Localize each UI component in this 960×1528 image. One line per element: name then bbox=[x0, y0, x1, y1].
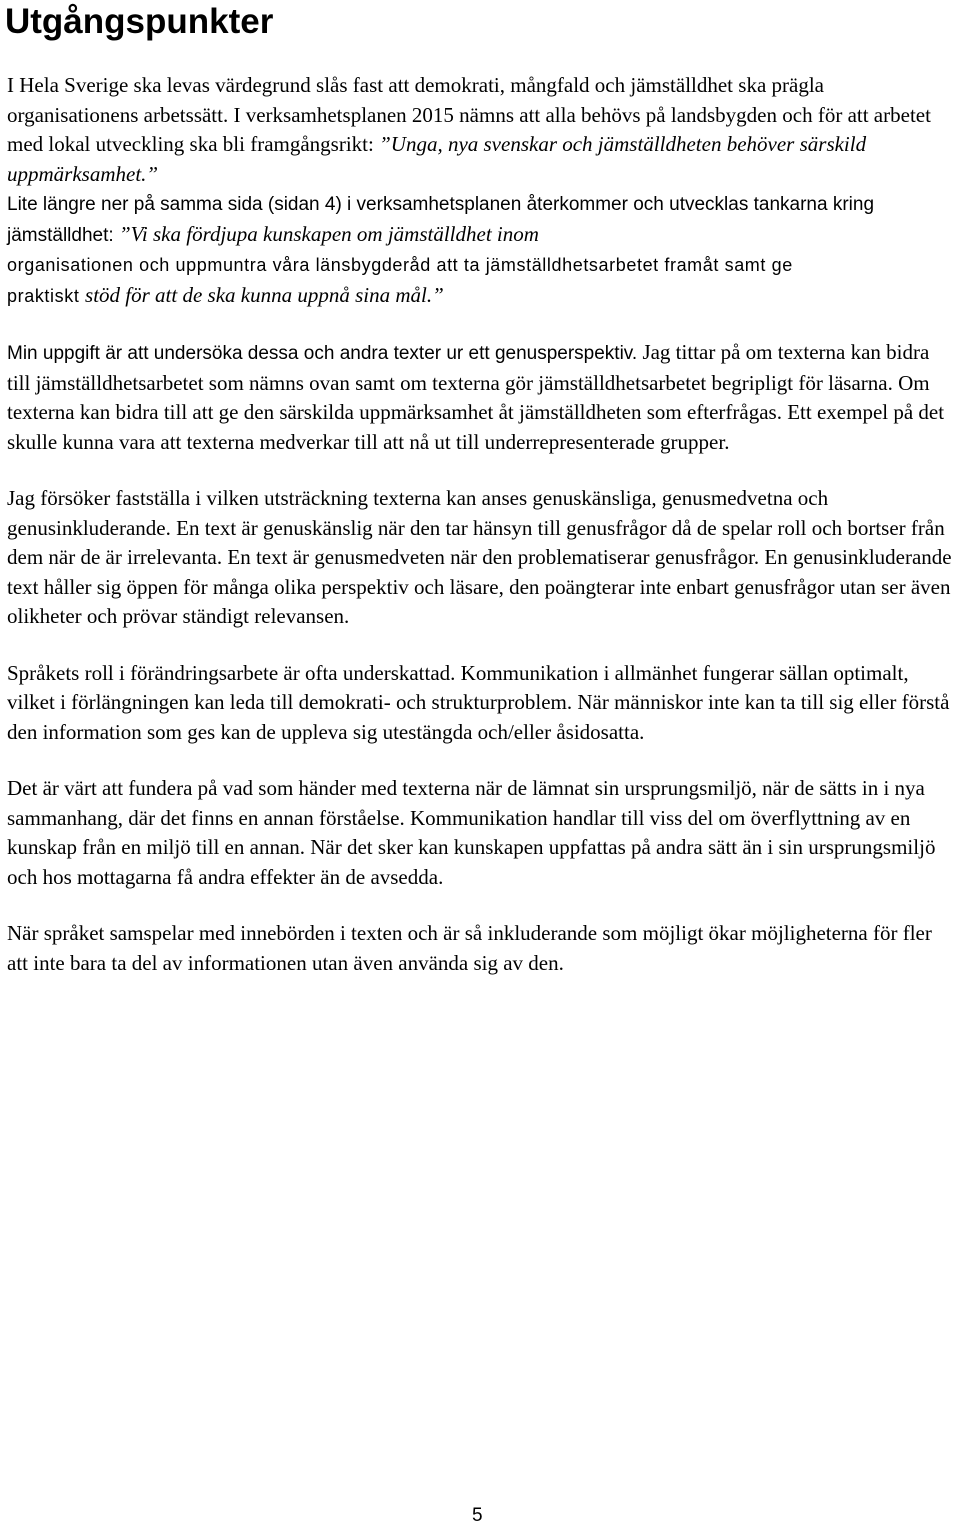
page-number: 5 bbox=[472, 1505, 483, 1526]
uppgift-rest: Jag tittar på om texterna kan bidra till jämställdhetsarbetet som nämns ovan samt om texterna gör jämställdhetsarbetet begripligt för läsarna. Om texterna kan bidra till att ge den särskilda uppmärksamhet åt jämställdheten som efterfrågas. Ett exempel på det skulle kunna vara att texterna medverkar till att nå ut till underrepresenterade grupper. bbox=[7, 340, 945, 454]
paragraph-ursprungsmiljo: Det är värt att fundera på vad som händer med texterna när de lämnat sin ursprungsmiljö, när de sätts in i nya sammanhang, där det finns en annan förståelse. Kommunikation handlar till viss del om överflyttning av en kunskap från en miljö till en annan. När det sker kan kunskapen uppfattas på andra sätt än i sin ursprungsmiljö och hos mottagarna få andra effekter än de avsedda. bbox=[7, 776, 936, 889]
paragraph-genus: Jag försöker fastställa i vilken utsträckning texterna kan anses genuskänsliga, genusmedvetna och genusinkluderande. En text är genuskänslig när den tar hänsyn till genusfrågor då de spelar roll och bortser från dem när de är irrelevanta. En text är genusmedveten när den problematiserar genusfrågor. En genusinkluderande text håller sig öppen för många olika perspektiv och läsare, den poängterar inte enbart genusfrågor utan ser även olikheter och prövar ständigt relevansen. bbox=[7, 486, 952, 628]
paragraph-uppgift bbox=[7, 338, 955, 457]
paragraph-intro bbox=[7, 71, 955, 311]
uppgift-first-sentence: Min uppgift är att undersöka dessa och andra texter ur ett genusperspektiv. bbox=[7, 343, 638, 364]
intro-continuation: Lite längre ner på samma sida (sidan 4) i verksamhetsplanen återkommer och utvecklas tankarna kring jämställdhet: bbox=[7, 194, 875, 246]
page-title: Utgångspunkter bbox=[5, 2, 274, 41]
intro-text: I Hela Sverige ska levas värdegrund slås fast att demokrati, mångfald och jämställdhet ska prägla organisationens arbetssätt. I verksamhetsplanen 2015 nämns att alla behövs på landsbygden och för att arbetet med lokal utveckling ska bli framgångsrikt: bbox=[7, 73, 931, 156]
quote-unga: ”Unga, nya svenskar och jämställdheten behöver särskild uppmärksamhet.” bbox=[7, 132, 867, 186]
intro-line-praktiskt: praktiskt bbox=[7, 285, 86, 306]
quote-fordjupa-start: ”Vi ska fördjupa kunskapen om jämställdhet inom bbox=[118, 221, 539, 246]
document-page bbox=[7, 0, 955, 978]
intro-line-organisationen: organisationen och uppmuntra våra länsbygderåd att ta jämställdhetsarbetet framåt samt ge bbox=[7, 255, 793, 275]
paragraph-samspelar: När språket samspelar med innebörden i texten och är så inkluderande som möjligt ökar möjligheterna för fler att inte bara ta del av informationen utan även använda sig av den. bbox=[7, 921, 932, 975]
quote-fordjupa-end: stöd för att de ska kunna uppnå sina mål.” bbox=[85, 282, 444, 307]
paragraph-sprakets-roll: Språkets roll i förändringsarbete är ofta underskattad. Kommunikation i allmänhet fungerar sällan optimalt, vilket i förlängningen kan leda till demokrati- och strukturproblem. När människor inte kan ta till sig eller förstå den information som ges kan de uppleva sig utestängda och/eller åsidosatta. bbox=[7, 660, 950, 744]
